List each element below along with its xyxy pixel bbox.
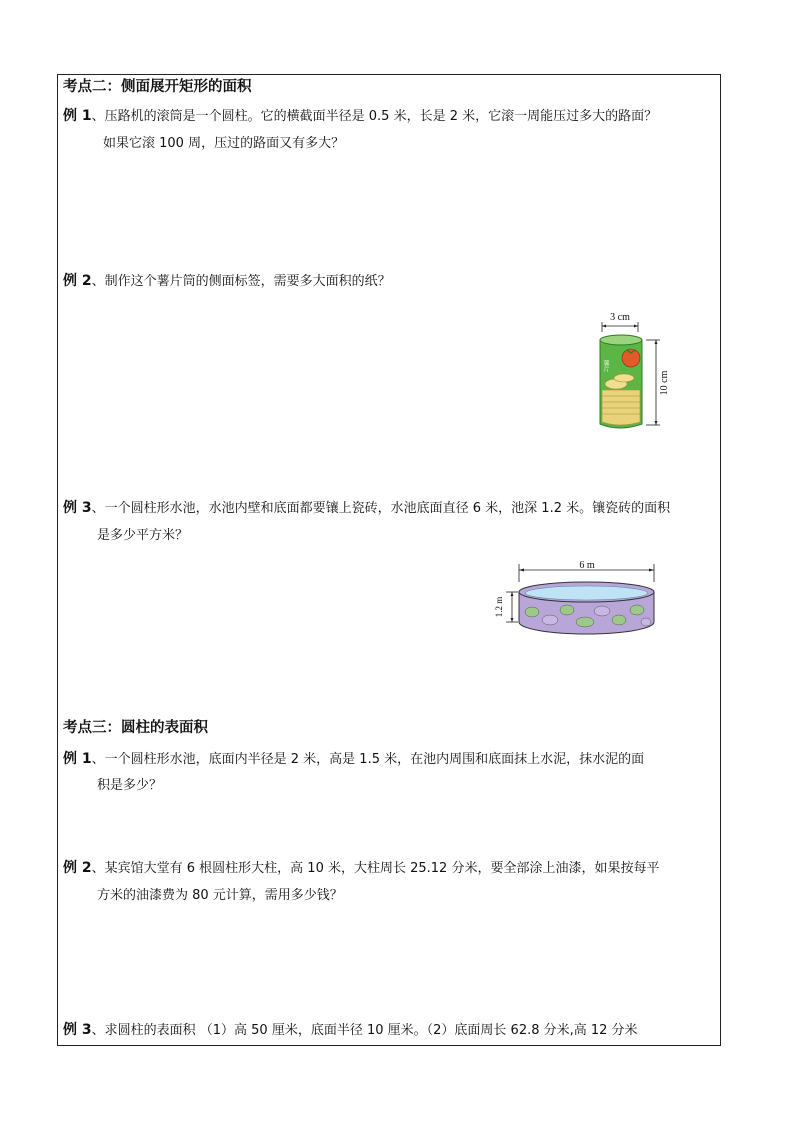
question-number: 例 1 bbox=[63, 108, 92, 124]
pool-depth-label: 1.2 m bbox=[494, 596, 504, 618]
can-diameter-label: 3 cm bbox=[610, 312, 630, 323]
question-number: 例 3 bbox=[63, 500, 92, 516]
question-2-3 bbox=[63, 499, 670, 518]
question-3-1 bbox=[63, 750, 644, 769]
question-3-2-cont: 方米的油漆费为 80 元计算，需用多少钱？ bbox=[97, 888, 343, 903]
section-heading-3: 考点三：圆柱的表面积 bbox=[63, 720, 208, 736]
question-number: 例 2 bbox=[63, 860, 92, 876]
question-2-2 bbox=[63, 272, 391, 291]
pool-figure bbox=[492, 560, 670, 640]
question-3-2 bbox=[63, 859, 659, 878]
question-3-1-cont: 积是多少？ bbox=[97, 778, 163, 793]
question-number: 例 1 bbox=[63, 751, 92, 767]
question-text: 、一个圆柱形水池，底面内半径是 2 米，高是 1.5 米，在池内周围和底面抹上水泥，抹水泥的面 bbox=[91, 752, 645, 767]
pool-diameter-label: 6 m bbox=[579, 560, 595, 571]
question-text: 、一个圆柱形水池，水池内壁和底面都要镶上瓷砖，水池底面直径 6 米，池深 1.2 米。镶瓷砖的面积 bbox=[91, 501, 671, 516]
question-text: 、某宾馆大堂有 6 根圆柱形大柱，高 10 米，大柱周长 25.12 分米，要全部涂上油漆，如果按每平 bbox=[91, 861, 660, 876]
question-text: 、求圆柱的表面积 （1）高 50 厘米，底面半径 10 厘米。（2）底面周长 62.8 分米,高 12 分米 bbox=[91, 1023, 638, 1038]
question-number: 例 2 bbox=[63, 273, 92, 289]
question-2-3-cont: 是多少平方米？ bbox=[97, 528, 189, 543]
question-text: 、压路机的滚筒是一个圆柱。它的横截面半径是 0.5 米，长是 2 米，它滚一周能压过多大的路面？ bbox=[91, 109, 658, 124]
question-text: 、制作这个薯片筒的侧面标签，需要多大面积的纸？ bbox=[91, 274, 391, 289]
question-2-1-cont: 如果它滚 100 周，压过的路面又有多大？ bbox=[103, 136, 345, 151]
question-2-1 bbox=[63, 107, 657, 126]
section-heading-2: 考点二：侧面展开矩形的面积 bbox=[63, 79, 252, 95]
question-number: 例 3 bbox=[63, 1022, 92, 1038]
question-3-3 bbox=[63, 1021, 638, 1040]
chips-can-figure bbox=[590, 308, 685, 436]
can-height-label: 10 cm bbox=[659, 370, 670, 396]
can-brand-text: 薯片 bbox=[602, 360, 608, 372]
